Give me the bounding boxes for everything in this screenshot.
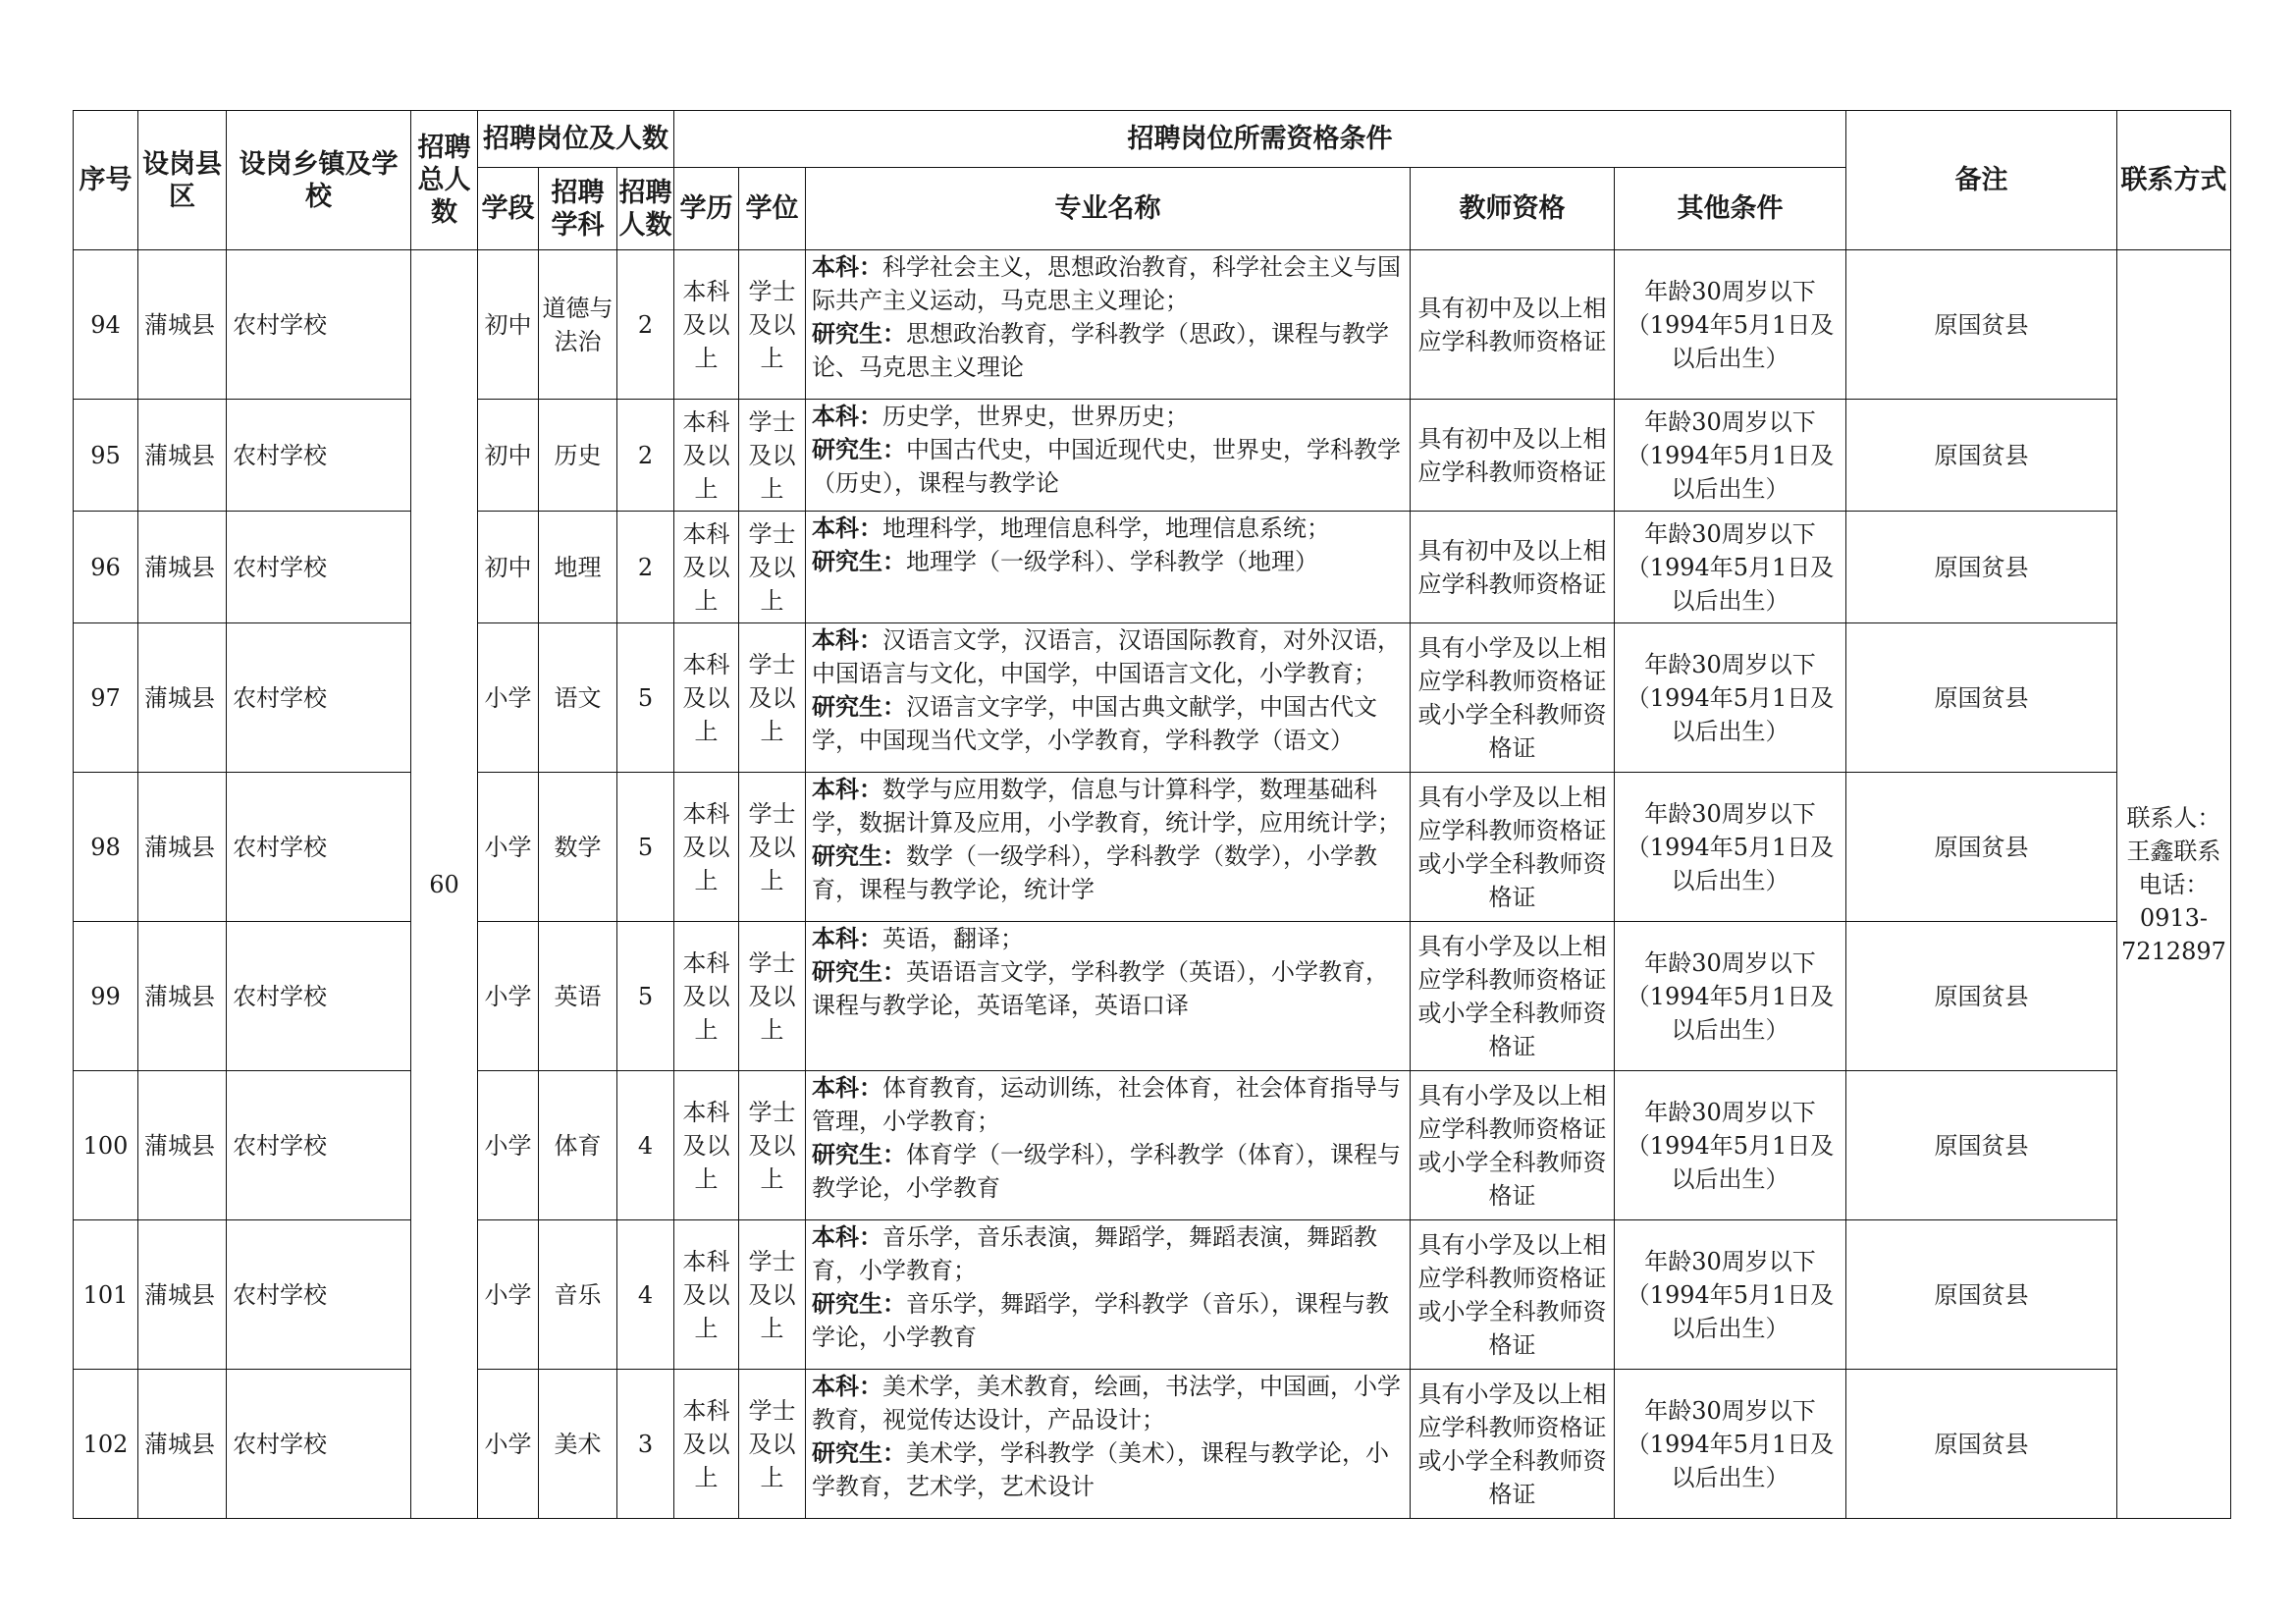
major-cell: [806, 512, 1411, 623]
seq-cell: 97: [74, 623, 138, 773]
subject-cell: 语文: [539, 623, 617, 773]
postgrad-label: 研究生：: [812, 1439, 906, 1467]
other-conditions-cell: 年龄30周岁以下（1994年5月1日及以后出生）: [1615, 1370, 1846, 1519]
degree-cell: 学士及以上: [739, 623, 806, 773]
subject-cell: 道德与法治: [539, 250, 617, 400]
education-cell: 本科及以上: [674, 512, 739, 623]
postgrad-label: 研究生：: [812, 1141, 906, 1168]
count-cell: 2: [617, 512, 674, 623]
education-cell: 本科及以上: [674, 400, 739, 512]
undergrad-label: 本科：: [812, 1223, 882, 1251]
education-cell: 本科及以上: [674, 250, 739, 400]
county-cell: 蒲城县: [138, 400, 227, 512]
county-cell: 蒲城县: [138, 922, 227, 1071]
education-cell: 本科及以上: [674, 922, 739, 1071]
stage-cell: 初中: [478, 400, 539, 512]
undergrad-majors: 体育教育，运动训练，社会体育，社会体育指导与管理，小学教育；: [812, 1074, 1401, 1135]
subject-cell: 地理: [539, 512, 617, 623]
undergrad-label: 本科：: [812, 1373, 882, 1400]
other-conditions-cell: 年龄30周岁以下（1994年5月1日及以后出生）: [1615, 1220, 1846, 1370]
school-cell: 农村学校: [227, 773, 411, 922]
teacher-cert-cell: 具有小学及以上相应学科教师资格证或小学全科教师资格证: [1411, 1071, 1615, 1220]
teacher-cert-cell: 具有初中及以上相应学科教师资格证: [1411, 250, 1615, 400]
undergrad-majors: 美术学，美术教育，绘画，书法学，中国画，小学教育，视觉传达设计，产品设计；: [812, 1373, 1401, 1434]
seq-cell: 96: [74, 512, 138, 623]
undergrad-majors: 汉语言文学，汉语言，汉语国际教育，对外汉语，中国语言与文化，中国学，中国语言文化，小学教育；: [812, 626, 1401, 687]
school-cell: 农村学校: [227, 1071, 411, 1220]
postgrad-label: 研究生：: [812, 548, 906, 575]
table-row: [74, 512, 2231, 623]
school-cell: 农村学校: [227, 400, 411, 512]
header-contact: 联系方式: [2117, 111, 2231, 250]
header-remark: 备注: [1846, 111, 2117, 250]
count-cell: 3: [617, 1370, 674, 1519]
remark-cell: 原国贫县: [1846, 922, 2117, 1071]
table-row: [74, 623, 2231, 773]
county-cell: 蒲城县: [138, 1071, 227, 1220]
header-quals: 招聘岗位所需资格条件: [674, 111, 1846, 168]
postgrad-label: 研究生：: [812, 842, 906, 870]
postgrad-label: 研究生：: [812, 693, 906, 721]
other-conditions-cell: 年龄30周岁以下（1994年5月1日及以后出生）: [1615, 400, 1846, 512]
county-cell: 蒲城县: [138, 250, 227, 400]
school-cell: 农村学校: [227, 922, 411, 1071]
other-conditions-cell: 年龄30周岁以下（1994年5月1日及以后出生）: [1615, 1071, 1846, 1220]
major-cell: [806, 623, 1411, 773]
major-cell: [806, 1071, 1411, 1220]
table-row: [74, 1071, 2231, 1220]
subject-cell: 数学: [539, 773, 617, 922]
recruitment-table: [73, 110, 2231, 1519]
header-major: 专业名称: [806, 168, 1411, 250]
degree-cell: 学士及以上: [739, 512, 806, 623]
major-cell: [806, 922, 1411, 1071]
subject-cell: 体育: [539, 1071, 617, 1220]
postgrad-majors: 美术学，学科教学（美术），课程与教学论，小学教育，艺术学，艺术设计: [812, 1439, 1389, 1500]
undergrad-label: 本科：: [812, 776, 882, 803]
undergrad-label: 本科：: [812, 626, 882, 654]
degree-cell: 学士及以上: [739, 922, 806, 1071]
postgrad-label: 研究生：: [812, 320, 906, 348]
table-row: [74, 1220, 2231, 1370]
remark-cell: 原国贫县: [1846, 1071, 2117, 1220]
postgrad-majors: 音乐学，舞蹈学，学科教学（音乐），课程与教学论，小学教育: [812, 1290, 1389, 1351]
header-education: 学历: [674, 168, 739, 250]
postgrad-majors: 中国古代史，中国近现代史，世界史，学科教学（历史），课程与教学论: [812, 436, 1401, 497]
stage-cell: 小学: [478, 623, 539, 773]
stage-cell: 小学: [478, 773, 539, 922]
stage-cell: 小学: [478, 1071, 539, 1220]
education-cell: 本科及以上: [674, 773, 739, 922]
school-cell: 农村学校: [227, 250, 411, 400]
seq-cell: 95: [74, 400, 138, 512]
header-count: 招聘人数: [617, 168, 674, 250]
remark-cell: 原国贫县: [1846, 623, 2117, 773]
other-conditions-cell: 年龄30周岁以下（1994年5月1日及以后出生）: [1615, 623, 1846, 773]
other-conditions-cell: 年龄30周岁以下（1994年5月1日及以后出生）: [1615, 773, 1846, 922]
postgrad-majors: 英语语言文学，学科教学（英语），小学教育，课程与教学论，英语笔译，英语口译: [812, 958, 1389, 1019]
teacher-cert-cell: 具有初中及以上相应学科教师资格证: [1411, 400, 1615, 512]
header-seq: 序号: [74, 111, 138, 250]
header-degree: 学位: [739, 168, 806, 250]
table-row: [74, 922, 2231, 1071]
undergrad-label: 本科：: [812, 403, 882, 430]
postgrad-majors: 思想政治教育，学科教学（思政），课程与教学论、马克思主义理论: [812, 320, 1389, 381]
seq-cell: 102: [74, 1370, 138, 1519]
undergrad-label: 本科：: [812, 514, 882, 542]
stage-cell: 初中: [478, 250, 539, 400]
subject-cell: 英语: [539, 922, 617, 1071]
header-stage: 学段: [478, 168, 539, 250]
county-cell: 蒲城县: [138, 773, 227, 922]
header-total: 招聘总人数: [411, 111, 478, 250]
education-cell: 本科及以上: [674, 623, 739, 773]
county-cell: 蒲城县: [138, 623, 227, 773]
degree-cell: 学士及以上: [739, 400, 806, 512]
school-cell: 农村学校: [227, 1370, 411, 1519]
postgrad-majors: 体育学（一级学科），学科教学（体育），课程与教学论，小学教育: [812, 1141, 1401, 1202]
major-cell: [806, 773, 1411, 922]
count-cell: 4: [617, 1220, 674, 1370]
school-cell: 农村学校: [227, 512, 411, 623]
major-cell: [806, 1370, 1411, 1519]
table-row: [74, 400, 2231, 512]
table-row: [74, 250, 2231, 400]
stage-cell: 初中: [478, 512, 539, 623]
county-cell: 蒲城县: [138, 512, 227, 623]
major-cell: [806, 250, 1411, 400]
degree-cell: 学士及以上: [739, 1220, 806, 1370]
contact-cell: 联系人：王鑫联系电话：0913-7212897: [2117, 250, 2231, 1519]
seq-cell: 100: [74, 1071, 138, 1220]
count-cell: 2: [617, 250, 674, 400]
remark-cell: 原国贫县: [1846, 773, 2117, 922]
undergrad-majors: 数学与应用数学，信息与计算科学，数理基础科学，数据计算及应用，小学教育，统计学，应用统计学；: [812, 776, 1401, 837]
seq-cell: 98: [74, 773, 138, 922]
undergrad-label: 本科：: [812, 925, 882, 952]
subject-cell: 音乐: [539, 1220, 617, 1370]
header-other: 其他条件: [1615, 168, 1846, 250]
seq-cell: 94: [74, 250, 138, 400]
degree-cell: 学士及以上: [739, 773, 806, 922]
postgrad-label: 研究生：: [812, 436, 906, 463]
remark-cell: 原国贫县: [1846, 400, 2117, 512]
undergrad-majors: 科学社会主义，思想政治教育，科学社会主义与国际共产主义运动，马克思主义理论；: [812, 253, 1401, 314]
teacher-cert-cell: 具有小学及以上相应学科教师资格证或小学全科教师资格证: [1411, 1370, 1615, 1519]
count-cell: 5: [617, 922, 674, 1071]
header-town: 设岗乡镇及学校: [227, 111, 411, 250]
major-cell: [806, 1220, 1411, 1370]
table-row: [74, 773, 2231, 922]
degree-cell: 学士及以上: [739, 1370, 806, 1519]
postgrad-majors: 地理学（一级学科）、学科教学（地理）: [906, 548, 1318, 575]
postgrad-label: 研究生：: [812, 958, 906, 986]
count-cell: 4: [617, 1071, 674, 1220]
stage-cell: 小学: [478, 1370, 539, 1519]
seq-cell: 101: [74, 1220, 138, 1370]
header-subject: 招聘学科: [539, 168, 617, 250]
school-cell: 农村学校: [227, 623, 411, 773]
header-positions: 招聘岗位及人数: [478, 111, 674, 168]
degree-cell: 学士及以上: [739, 250, 806, 400]
teacher-cert-cell: 具有小学及以上相应学科教师资格证或小学全科教师资格证: [1411, 1220, 1615, 1370]
remark-cell: 原国贫县: [1846, 250, 2117, 400]
postgrad-majors: 数学（一级学科），学科教学（数学），小学教育，课程与教学论，统计学: [812, 842, 1377, 903]
teacher-cert-cell: 具有小学及以上相应学科教师资格证或小学全科教师资格证: [1411, 922, 1615, 1071]
other-conditions-cell: 年龄30周岁以下（1994年5月1日及以后出生）: [1615, 250, 1846, 400]
count-cell: 5: [617, 623, 674, 773]
major-cell: [806, 400, 1411, 512]
undergrad-majors: 音乐学，音乐表演，舞蹈学，舞蹈表演，舞蹈教育，小学教育；: [812, 1223, 1377, 1284]
degree-cell: 学士及以上: [739, 1071, 806, 1220]
count-cell: 2: [617, 400, 674, 512]
table-row: [74, 1370, 2231, 1519]
remark-cell: 原国贫县: [1846, 512, 2117, 623]
subject-cell: 历史: [539, 400, 617, 512]
count-cell: 5: [617, 773, 674, 922]
teacher-cert-cell: 具有小学及以上相应学科教师资格证或小学全科教师资格证: [1411, 773, 1615, 922]
education-cell: 本科及以上: [674, 1071, 739, 1220]
header-teacher-cert: 教师资格: [1411, 168, 1615, 250]
stage-cell: 小学: [478, 1220, 539, 1370]
school-cell: 农村学校: [227, 1220, 411, 1370]
undergrad-label: 本科：: [812, 1074, 882, 1102]
subject-cell: 美术: [539, 1370, 617, 1519]
stage-cell: 小学: [478, 922, 539, 1071]
education-cell: 本科及以上: [674, 1370, 739, 1519]
undergrad-label: 本科：: [812, 253, 882, 281]
header-county: 设岗县区: [138, 111, 227, 250]
postgrad-label: 研究生：: [812, 1290, 906, 1318]
county-cell: 蒲城县: [138, 1370, 227, 1519]
seq-cell: 99: [74, 922, 138, 1071]
remark-cell: 原国贫县: [1846, 1370, 2117, 1519]
remark-cell: 原国贫县: [1846, 1220, 2117, 1370]
undergrad-majors: 英语，翻译；: [882, 925, 1024, 952]
teacher-cert-cell: 具有初中及以上相应学科教师资格证: [1411, 512, 1615, 623]
education-cell: 本科及以上: [674, 1220, 739, 1370]
postgrad-majors: 汉语言文字学，中国古典文献学，中国古代文学，中国现当代文学，小学教育，学科教学（语文）: [812, 693, 1377, 754]
county-cell: 蒲城县: [138, 1220, 227, 1370]
total-recruit-cell: 60: [411, 250, 478, 1519]
undergrad-majors: 地理科学，地理信息科学，地理信息系统；: [882, 514, 1330, 542]
other-conditions-cell: 年龄30周岁以下（1994年5月1日及以后出生）: [1615, 922, 1846, 1071]
undergrad-majors: 历史学，世界史，世界历史；: [882, 403, 1189, 430]
other-conditions-cell: 年龄30周岁以下（1994年5月1日及以后出生）: [1615, 512, 1846, 623]
teacher-cert-cell: 具有小学及以上相应学科教师资格证或小学全科教师资格证: [1411, 623, 1615, 773]
